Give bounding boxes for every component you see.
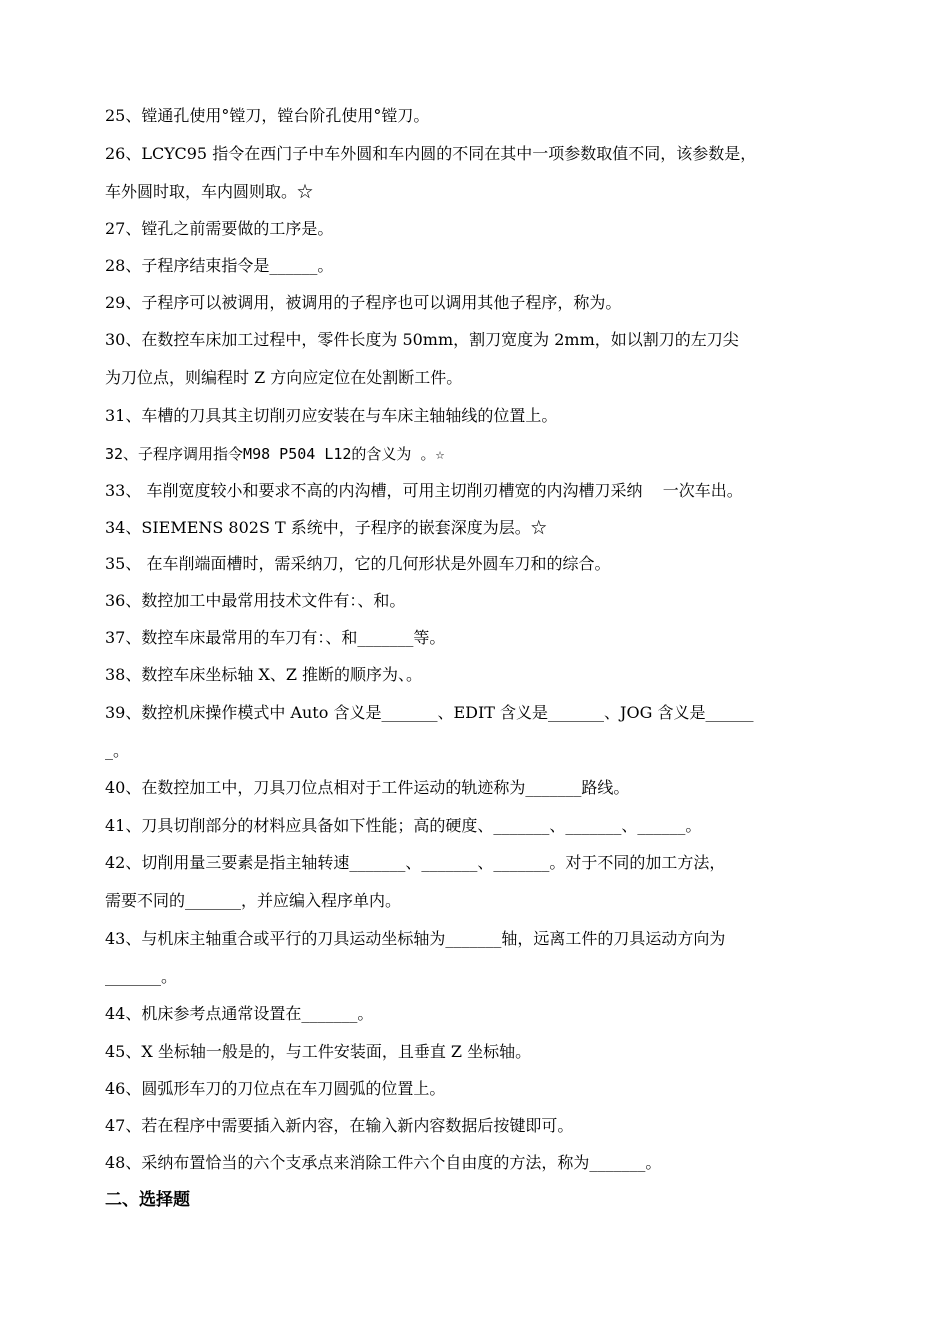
question-33: 33、 车削宽度较小和要求不高的内沟槽，可用主切削刃槽宽的内沟槽刀采纳 一次车出。 bbox=[105, 481, 743, 500]
question-32: 32、子程序调用指令M98 P504 L12的含义为 。☆ bbox=[105, 445, 445, 463]
question-42-continued: 需要不同的_______，并应编入程序单内。 bbox=[105, 891, 402, 910]
question-43-continued: _______。 bbox=[105, 967, 178, 986]
question-39-continued: _。 bbox=[105, 741, 130, 760]
question-36: 36、数控加工中最常用技术文件有：、和。 bbox=[105, 591, 406, 610]
question-43: 43、与机床主轴重合或平行的刀具运动坐标轴为_______轴，远离工件的刀具运动方向为 bbox=[105, 929, 726, 948]
question-44: 44、机床参考点通常设置在_______。 bbox=[105, 1004, 374, 1023]
question-28: 28、子程序结束指令是______。 bbox=[105, 256, 334, 275]
question-29: 29、子程序可以被调用，被调用的子程序也可以调用其他子程序，称为。 bbox=[105, 293, 622, 312]
question-42: 42、切削用量三要素是指主轴转速_______、_______、_______。对于不同的加工方法， bbox=[105, 853, 726, 872]
question-39: 39、数控机床操作模式中 Auto 含义是_______、EDIT 含义是_______、JOG 含义是______ bbox=[105, 703, 754, 722]
question-27: 27、镗孔之前需要做的工序是。 bbox=[105, 219, 334, 238]
question-30-continued: 为刀位点，则编程时 Z 方向应定位在处割断工件。 bbox=[105, 368, 463, 387]
question-37: 37、数控车床最常用的车刀有：、和_______等。 bbox=[105, 628, 446, 647]
question-48: 48、采纳布置恰当的六个支承点来消除工件六个自由度的方法，称为_______。 bbox=[105, 1153, 662, 1172]
question-38: 38、数控车床坐标轴 X、Z 推断的顺序为、。 bbox=[105, 665, 423, 684]
question-40: 40、在数控加工中，刀具刀位点相对于工件运动的轨迹称为_______路线。 bbox=[105, 778, 630, 797]
section-title-multiple-choice: 二、选择题 bbox=[105, 1190, 190, 1210]
question-25: 25、镗通孔使用°镗刀，镗台阶孔使用°镗刀。 bbox=[105, 106, 430, 125]
question-30: 30、在数控车床加工过程中，零件长度为 50mm，割刀宽度为 2mm，如以割刀的左刀尖 bbox=[105, 330, 739, 349]
question-47: 47、若在程序中需要插入新内容，在输入新内容数据后按键即可。 bbox=[105, 1116, 574, 1135]
question-35: 35、 在车削端面槽时，需采纳刀，它的几何形状是外圆车刀和的综合。 bbox=[105, 554, 611, 573]
question-31: 31、车槽的刀具其主切削刃应安装在与车床主轴轴线的位置上。 bbox=[105, 406, 558, 425]
question-45: 45、X 坐标轴一般是的，与工件安装面，且垂直 Z 坐标轴。 bbox=[105, 1042, 532, 1061]
question-46: 46、圆弧形车刀的刀位点在车刀圆弧的位置上。 bbox=[105, 1079, 446, 1098]
question-26: 26、LCYC95 指令在西门子中车外圆和车内圆的不同在其中一项参数取值不同，该参数是， bbox=[105, 144, 757, 163]
question-26-continued: 车外圆时取，车内圆则取。☆ bbox=[105, 182, 314, 201]
question-41: 41、刀具切削部分的材料应具备如下性能；高的硬度、_______、_______、______。 bbox=[105, 816, 702, 835]
question-34: 34、SIEMENS 802S T 系统中，子程序的嵌套深度为层。☆ bbox=[105, 518, 547, 537]
